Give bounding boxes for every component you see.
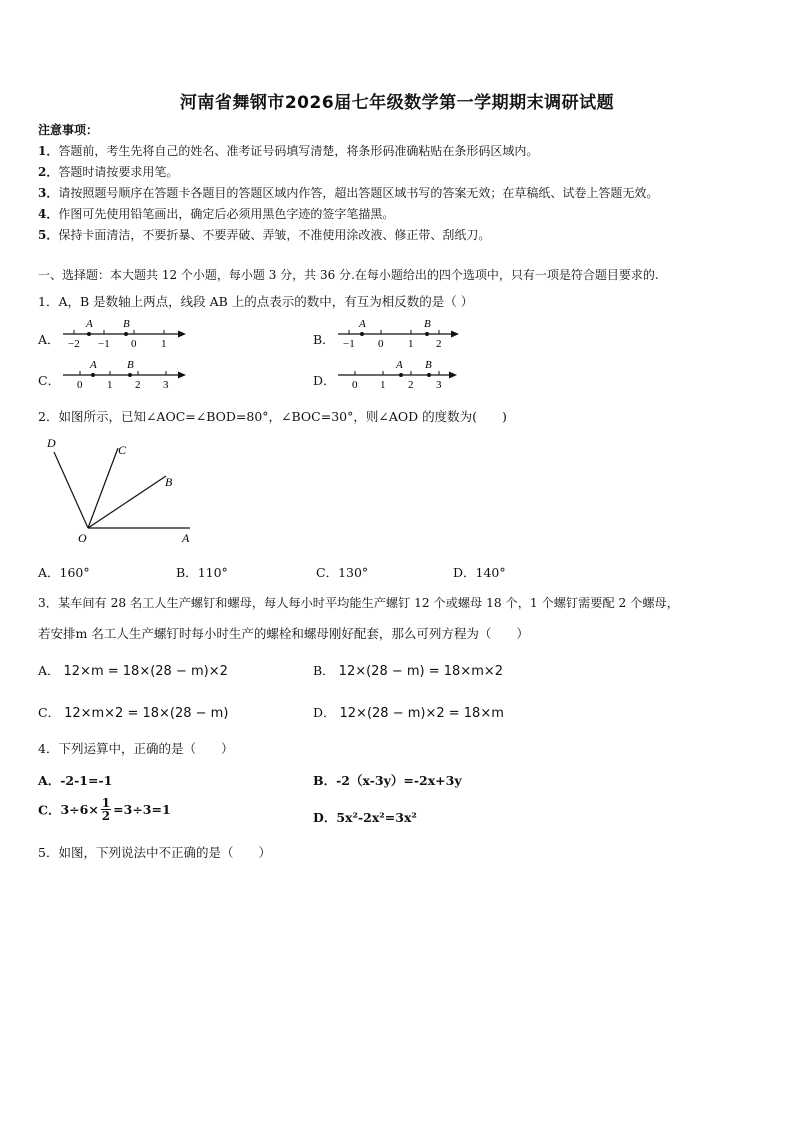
q4-option-b: B．-2（x-3y）=-2x+3y (313, 773, 462, 788)
point-a-label: A (396, 359, 403, 371)
tick-label: 0 (77, 379, 83, 391)
notice-item: 5．保持卡面清洁，不要折暴、不要弄破、弄皱，不准使用涂改液、修正带、刮纸刀。 (38, 228, 491, 242)
point-b-label: B (424, 318, 431, 330)
q3-option-b: B． 12×(28 − m) = 18×m×2 (313, 663, 504, 679)
point-b-label: B (127, 359, 134, 371)
point-o-label: O (78, 531, 87, 545)
tick-label: −1 (98, 338, 110, 350)
tick-label: 2 (408, 379, 414, 391)
tick-label: 0 (378, 338, 384, 350)
tick-label: −2 (68, 338, 80, 350)
point-a-label: A (90, 359, 97, 371)
notice-item: 2．答题时请按要求用笔。 (38, 165, 179, 179)
tick-label: 3 (436, 379, 442, 391)
question-4-stem: 4．下列运算中，正确的是（ ） (38, 741, 234, 756)
q1-option-c-label: C． (38, 373, 61, 388)
q3-option-d: D． 12×(28 − m)×2 = 18×m (313, 705, 504, 721)
tick-label: 2 (135, 379, 141, 391)
q1-option-a-label: A． (38, 332, 60, 347)
q2-angle-figure (40, 432, 200, 547)
point-d-label: D (47, 436, 56, 450)
question-3-stem-line2: 若安排m 名工人生产螺钉时每小时生产的螺栓和螺母刚好配套，那么可列方程为（ ） (38, 626, 529, 641)
q2-option-b: B．110° (176, 565, 228, 580)
point-c-label: C (118, 443, 127, 457)
q4-option-d: D．5x²-2x²=3x² (313, 810, 417, 825)
tick-label: 1 (107, 379, 113, 391)
q1-option-c-number-line (60, 357, 190, 393)
tick-label: 0 (352, 379, 358, 391)
point-a-label: A (182, 531, 190, 545)
page-title: 河南省舞钢市2026届七年级数学第一学期期末调研试题 (179, 93, 615, 113)
point-a-label: A (86, 318, 93, 330)
tick-label: −1 (343, 338, 355, 350)
tick-label: 1 (161, 338, 167, 350)
notice-heading: 注意事项： (38, 123, 99, 137)
question-1-stem: 1．A，B 是数轴上两点，线段 AB 上的点表示的数中，有互为相反数的是（ ） (38, 294, 474, 309)
tick-label: 2 (436, 338, 442, 350)
tick-label: 0 (131, 338, 137, 350)
tick-label: 3 (163, 379, 169, 391)
point-b-label: B (425, 359, 432, 371)
q2-option-d: D．140° (453, 565, 506, 580)
q1-option-d-number-line (335, 357, 465, 393)
point-a-label: A (359, 318, 366, 330)
q4-option-c: C．3÷6× $\frac{1}{2}$ =3÷3=1 (38, 796, 171, 823)
notice-item: 1．答题前，考生先将自己的姓名、准考证号码填写清楚，将条形码准确粘贴在条形码区域内。 (38, 144, 539, 158)
point-b-label: B (165, 475, 173, 489)
q3-option-c: C． 12×m×2 = 18×(28 − m) (38, 705, 229, 721)
q3-option-a: A． 12×m = 18×(28 − m)×2 (38, 663, 228, 679)
q1-option-d-label: D． (313, 373, 336, 388)
q1-option-a-number-line (60, 316, 190, 352)
q1-option-b-label: B． (313, 332, 335, 347)
tick-label: 1 (408, 338, 414, 350)
q4-option-a: A．-2-1=-1 (38, 773, 113, 788)
notice-item: 4．作图可先使用铅笔画出，确定后必须用黑色字迹的签字笔描黑。 (38, 207, 395, 221)
question-2-stem: 2．如图所示，已知∠AOC=∠BOD=80°，∠BOC=30°，则∠AOD 的度数为( ) (38, 409, 507, 424)
q2-option-c: C．130° (316, 565, 369, 580)
point-b-label: B (123, 318, 130, 330)
question-3-stem-line1: 3．某车间有 28 名工人生产螺钉和螺母，每人每小时平均能生产螺钉 12 个或螺母 18 个，1 个螺钉需要配 2 个螺母， (38, 596, 679, 610)
question-5-stem: 5．如图，下列说法中不正确的是（ ） (38, 845, 271, 860)
fraction: $\frac{1}{2}$ (101, 796, 111, 823)
q1-option-b-number-line (335, 316, 465, 352)
notice-item: 3．请按照题号顺序在答题卡各题目的答题区域内作答，超出答题区域书写的答案无效；在草稿纸、试卷上答题无效。 (38, 186, 659, 200)
tick-label: 1 (380, 379, 386, 391)
section-heading: 一、选择题：本大题共 12 个小题，每小题 3 分，共 36 分.在每小题给出的四个选项中，只有一项是符合题目要求的. (38, 268, 659, 282)
q2-option-a: A．160° (38, 565, 90, 580)
